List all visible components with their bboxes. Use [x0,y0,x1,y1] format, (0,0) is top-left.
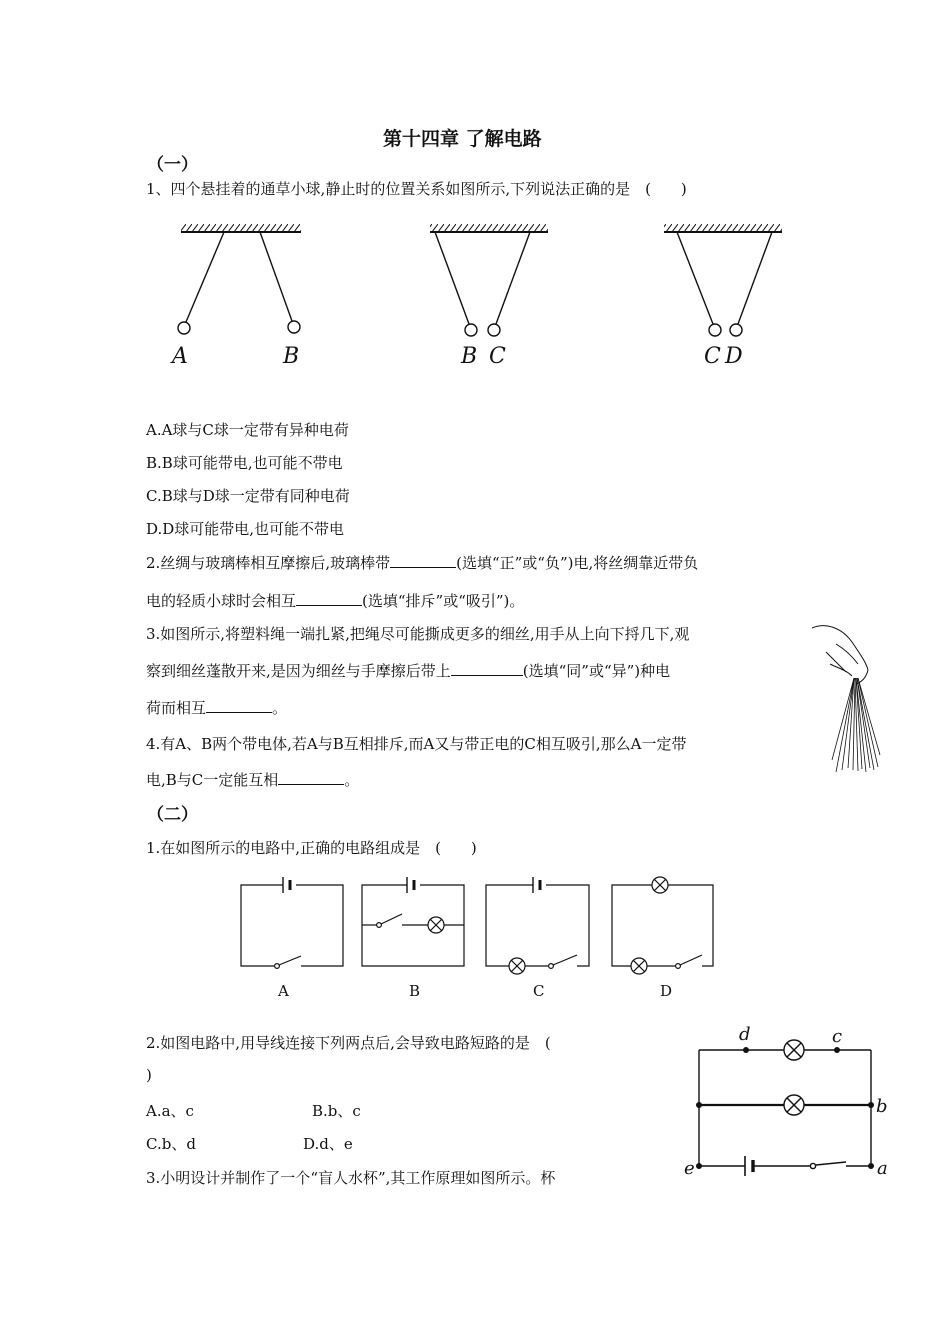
point-label-d: d [739,1024,751,1045]
fig-label-c1: C [489,344,506,369]
fig-label-a: A [172,344,188,369]
q1-option-b: B.B球可能带电,也可能不带电 [146,454,343,472]
point-label-c: c [832,1026,843,1047]
s2-q3-stem: 3.小明设计并制作了一个“盲人水杯”,其工作原理如图所示。杯 [146,1169,556,1187]
q3-line1: 3.如图所示,将塑料绳一端扎紧,把绳尽可能撕成更多的细丝,用手从上向下捋几下,观 [146,625,690,643]
fig-label-b1: B [283,344,300,369]
s2-q2-option-c: C.b、d [146,1135,196,1153]
s2-q2-stem-line2: ) [146,1066,152,1084]
circuit-label-d: D [660,982,673,1000]
s2-q2-option-b: B.b、c [312,1102,361,1120]
node-d [743,1047,749,1053]
node-c [834,1047,840,1053]
fig-label-d: D [725,344,743,369]
q1-stem: 1、四个悬挂着的通草小球,静止时的位置关系如图所示,下列说法正确的是 ( ) [146,180,687,198]
section-heading-2: （二） [147,805,198,825]
fig-label-b2: B [461,344,478,369]
node-e [696,1163,702,1169]
q1-option-d: D.D球可能带电,也可能不带电 [146,520,345,538]
q2-line1: 2.丝绸与玻璃棒相互摩擦后,玻璃棒带 (选填“正”或“负”)电,将丝绸靠近带负 [146,554,699,572]
q1-option-c: C.B球与D球一定带有同种电荷 [146,487,350,505]
circuit-label-c: C [533,982,545,1000]
point-label-b: b [876,1096,888,1117]
q4-line2: 电,B与C一定能互相 。 [146,771,360,789]
section-heading-1: （一） [147,155,198,175]
q4-line1: 4.有A、B两个带电体,若A与B互相排斥,而A又与带正电的C相互吸引,那么A一定带 [146,735,687,753]
q2-line2: 电的轻质小球时会相互 (选填“排斥”或“吸引”)。 [146,592,525,610]
q1-option-a: A.A球与C球一定带有异种电荷 [146,421,349,439]
node-b [868,1102,874,1108]
s2-q2-option-d: D.d、e [303,1135,353,1153]
circuit-label-a: A [278,982,289,1000]
page-title: 第十四章 了解电路 [383,128,542,150]
node-a [868,1163,874,1169]
point-label-e: e [684,1158,695,1179]
s2-q2-option-a: A.a、c [146,1102,194,1120]
s2-q1-stem: 1.在如图所示的电路中,正确的电路组成是 ( ) [146,839,477,857]
node-left-mid [696,1102,702,1108]
point-label-a: a [877,1158,888,1179]
q3-line3: 荷而相互 。 [146,699,288,717]
s2-q2-stem-line1: 2.如图电路中,用导线连接下列两点后,会导致电路短路的是 ( [146,1034,551,1052]
fig-label-c2: C [704,344,721,369]
q3-line2: 察到细丝蓬散开来,是因为细丝与手摩擦后带上 (选填“同”或“异”)种电 [146,662,671,680]
circuit-label-b: B [409,982,421,1000]
